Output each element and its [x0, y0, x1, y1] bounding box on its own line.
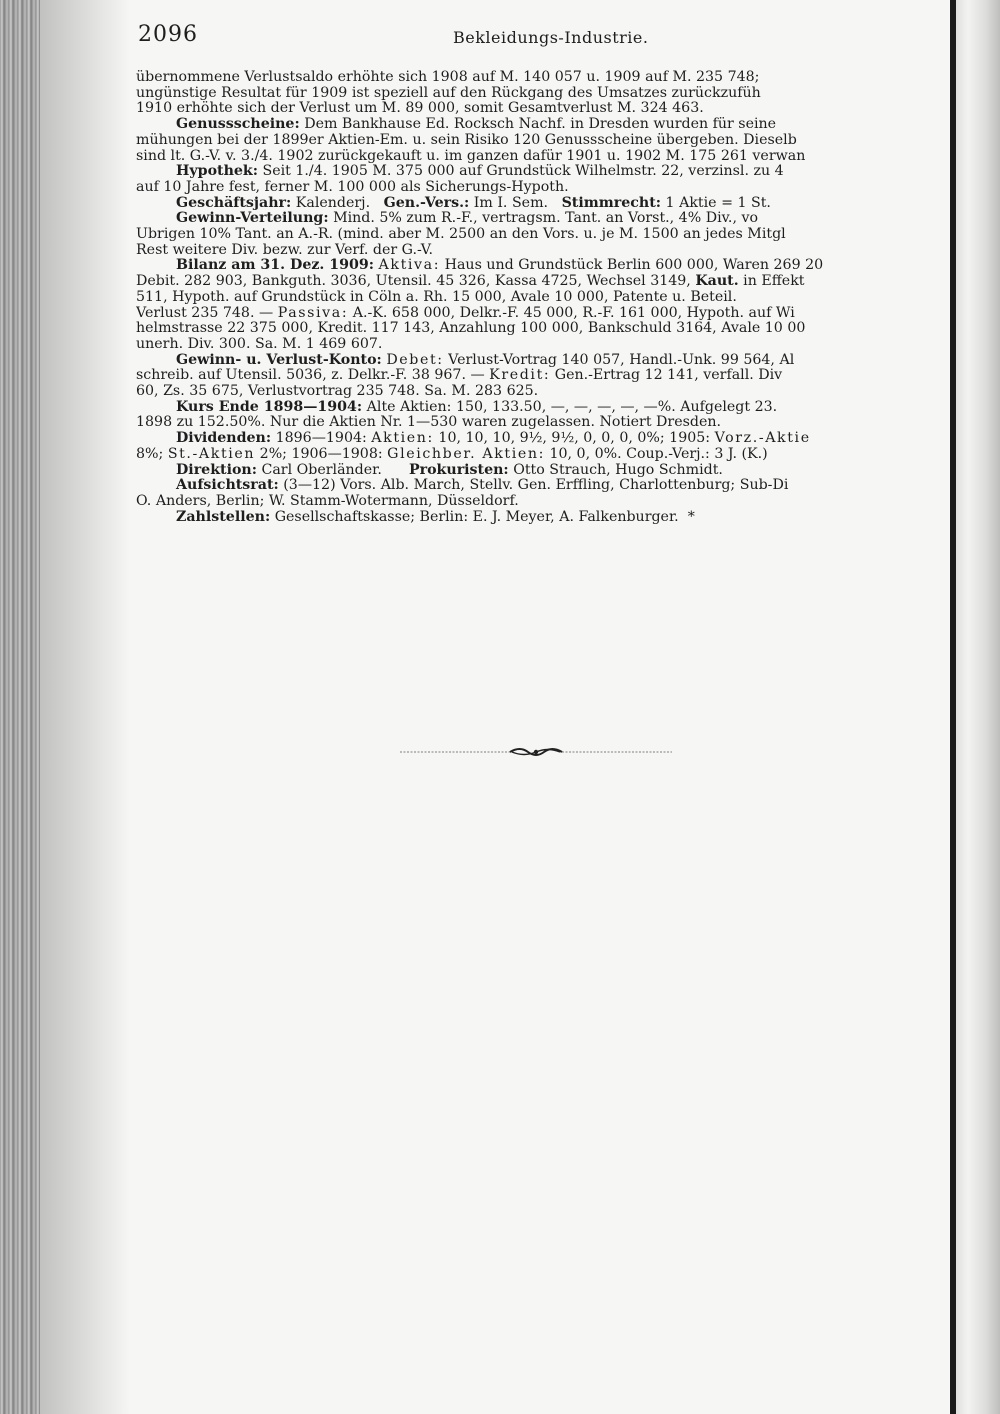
- text-line: [136, 510, 936, 526]
- spaced-label: Passiva:: [277, 305, 349, 321]
- text-line: [136, 274, 936, 290]
- text-line: [136, 368, 936, 384]
- spaced-label: Aktiva:: [378, 258, 441, 274]
- section-label: Gen.-Vers.:: [383, 195, 470, 211]
- text-span: sind lt. G.-V. v. 3./4. 1902 zurückgekauft u. im ganzen dafür 1901 u. 1902 M. 175 261 verwan: [136, 148, 806, 164]
- text-span: 10, 10, 10, 9½, 9½, 0, 0, 0, 0%; 1905:: [433, 431, 715, 447]
- text-line: [136, 384, 936, 400]
- section-label: Gewinn- u. Verlust-Konto:: [176, 352, 382, 368]
- text-span: in Effekt: [738, 274, 805, 290]
- text-line: [136, 101, 936, 117]
- text-line: [136, 243, 936, 259]
- text-span: Gesellschaftskasse; Berlin: E. J. Meyer, A. Falkenburger. *: [270, 509, 695, 525]
- section-label: Hypothek:: [176, 164, 258, 180]
- section-label: Bilanz am 31. Dez. 1909:: [176, 258, 375, 274]
- spaced-label: Gleichber. Aktien:: [387, 446, 545, 462]
- text-span: Verlust 235 748. —: [136, 305, 278, 321]
- text-line: [136, 227, 936, 243]
- section-label: Kurs Ende 1898—1904:: [176, 399, 363, 415]
- text-line: [136, 431, 936, 447]
- page-number: 2096: [138, 22, 198, 47]
- text-line: [136, 478, 936, 494]
- text-span: Debit. 282 903, Bankguth. 3036, Utensil. 45 326, Kassa 4725, Wechsel 3149,: [136, 274, 696, 290]
- text-line: [136, 494, 936, 510]
- text-span: Dem Bankhause Ed. Rocksch Nachf. in Dresden wurden für seine: [299, 117, 777, 133]
- section-label: Aufsichtsrat:: [176, 478, 279, 494]
- section-label: Dividenden:: [176, 431, 272, 447]
- text-line: [136, 133, 936, 149]
- text-span: Carl Oberländer.: [256, 462, 409, 478]
- text-line: [136, 353, 936, 369]
- spaced-label: Aktien:: [371, 431, 434, 447]
- text-span: Im I. Sem.: [469, 195, 562, 211]
- section-label: Zahlstellen:: [176, 509, 271, 525]
- text-span: Mind. 5% zum R.-F., vertragsm. Tant. an Vorst., 4% Div., vo: [328, 211, 759, 227]
- section-label: Prokuristen:: [408, 462, 509, 478]
- text-span: 511, Hypoth. auf Grundstück in Cöln a. Rh. 15 000, Avale 10 000, Patente u. Beteil.: [136, 289, 737, 305]
- adjacent-page-edge: [956, 0, 1000, 1414]
- text-span: unerh. Div. 300. Sa. M. 1 469 607.: [136, 336, 383, 352]
- text-line: [136, 164, 936, 180]
- text-line: [136, 180, 936, 196]
- text-span: Verlust-Vortrag 140 057, Handl.-Unk. 99 564, Al: [443, 352, 795, 368]
- text-line: [136, 258, 936, 274]
- text-line: [136, 290, 936, 306]
- text-span: 2%; 1906—1908:: [255, 446, 388, 462]
- text-line: [136, 415, 936, 431]
- text-span: mühungen bei der 1899er Aktien-Em. u. sein Risiko 120 Genussscheine übergeben. Dieselb: [136, 132, 797, 148]
- section-label: Direktion:: [176, 462, 257, 478]
- text-span: Kalenderj.: [291, 195, 384, 211]
- text-line: [136, 196, 936, 212]
- text-span: auf 10 Jahre fest, ferner M. 100 000 als Sicherungs-Hypoth.: [136, 179, 569, 195]
- text-line: [136, 306, 936, 322]
- text-span: Rest weitere Div. bezw. zur Verf. der G.-V.: [136, 242, 434, 258]
- text-line: [136, 463, 936, 479]
- text-span: Seit 1./4. 1905 M. 375 000 auf Grundstück Wilhelmstr. 22, verzinsl. zu 4: [258, 164, 784, 180]
- text-span: 1 Aktie = 1 St.: [661, 195, 771, 211]
- spaced-label: Debet:: [386, 352, 444, 368]
- text-span: helmstrasse 22 375 000, Kredit. 117 143, Anzahlung 100 000, Bankschuld 3164, Avale 10 00: [136, 321, 806, 337]
- text-span: A.-K. 658 000, Delkr.-F. 45 000, R.-F. 161 000, Hypoth. auf Wi: [348, 305, 795, 321]
- text-span: Haus und Grundstück Berlin 600 000, Waren 269 20: [440, 258, 824, 274]
- text-line: [136, 447, 936, 463]
- running-head: Bekleidungs-Industrie.: [453, 28, 649, 47]
- book-spine-shadow: [0, 0, 40, 1414]
- text-span: Otto Strauch, Hugo Schmidt.: [508, 462, 723, 478]
- spaced-label: St.-Aktien: [167, 446, 256, 462]
- text-span: 8%;: [136, 446, 168, 462]
- text-line: [136, 117, 936, 133]
- article-body: [136, 70, 936, 525]
- spaced-label: Kredit:: [489, 368, 551, 384]
- text-span: O. Anders, Berlin; W. Stamm-Wotermann, Düsseldorf.: [136, 493, 519, 509]
- text-span: ungünstige Resultat für 1909 ist speziell auf den Rückgang des Umsatzes zurückzufüh: [136, 85, 761, 101]
- section-label: Stimmrecht:: [561, 195, 662, 211]
- section-label: Gewinn-Verteilung:: [176, 211, 329, 227]
- text-span: Übrigen 10% Tant. an A.-R. (mind. aber M. 2500 an den Vors. u. je M. 1500 an jedes Mitgl: [136, 227, 786, 243]
- text-span: 1896—1904:: [271, 431, 372, 447]
- section-label: Geschäftsjahr:: [176, 195, 292, 211]
- section-label: Kaut.: [695, 274, 739, 290]
- text-span: Gen.-Ertrag 12 141, verfall. Div: [550, 368, 783, 384]
- text-span: übernommene Verlustsaldo erhöhte sich 1908 auf M. 140 057 u. 1909 auf M. 235 748;: [136, 70, 760, 85]
- text-line: [136, 337, 936, 353]
- text-span: 60, Zs. 35 675, Verlustvortrag 235 748. Sa. M. 283 625.: [136, 384, 539, 400]
- text-line: [136, 70, 936, 86]
- spaced-label: Vorz.-Aktie: [714, 431, 811, 447]
- text-span: 1898 zu 152.50%. Nur die Aktien Nr. 1—530 waren zugelassen. Notiert Dresden.: [136, 415, 722, 431]
- text-span: (3—12) Vors. Alb. March, Stellv. Gen. Erffling, Charlottenburg; Sub-Di: [278, 478, 789, 494]
- ornament-divider: [400, 742, 672, 762]
- text-span: schreib. auf Utensil. 5036, z. Delkr.-F. 38 967. —: [136, 368, 490, 384]
- text-line: [136, 321, 936, 337]
- text-line: [136, 149, 936, 165]
- text-span: 1910 erhöhte sich der Verlust um M. 89 000, somit Gesamtverlust M. 324 463.: [136, 101, 704, 117]
- text-line: [136, 86, 936, 102]
- text-line: [136, 400, 936, 416]
- text-span: Alte Aktien: 150, 133.50, —, —, —, —, —%. Aufgelegt 23.: [362, 399, 778, 415]
- section-label: Genussscheine:: [176, 117, 300, 133]
- text-line: [136, 211, 936, 227]
- text-span: 10, 0, 0%. Coup.-Verj.: 3 J. (K.): [544, 446, 768, 462]
